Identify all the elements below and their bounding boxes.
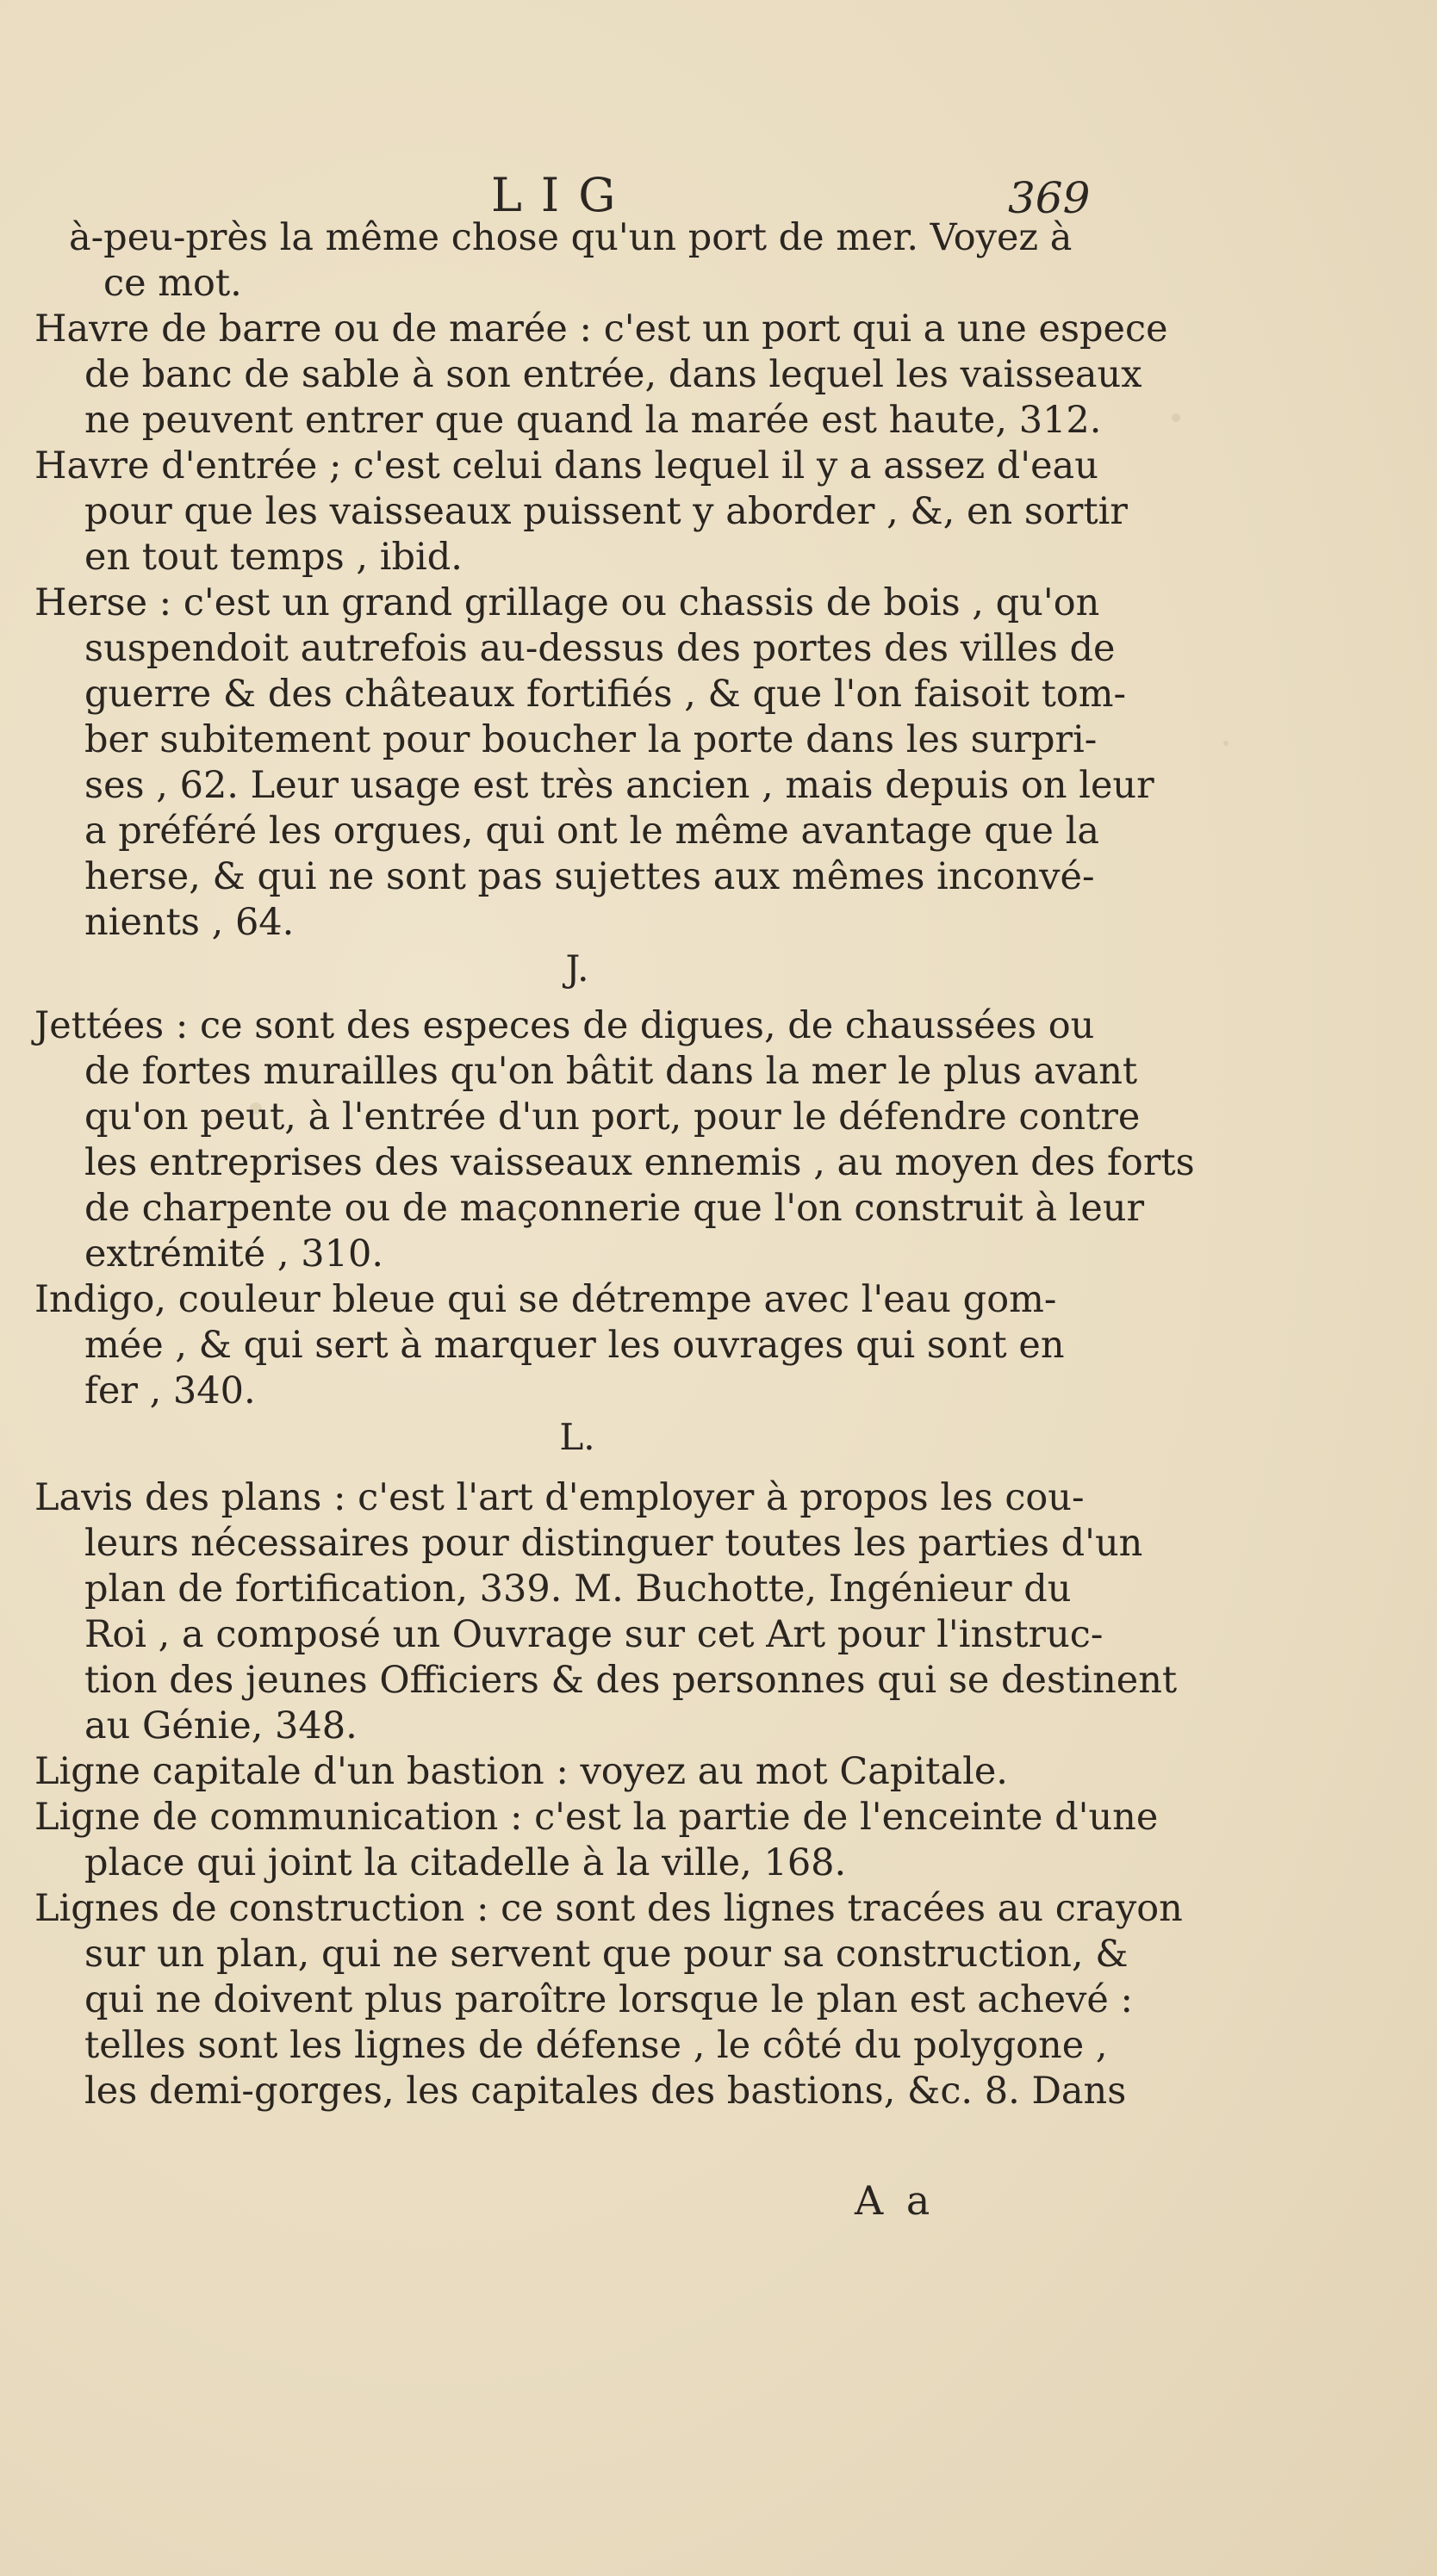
text-line: ce mot. <box>103 262 242 305</box>
text-line: Ligne de communication : c'est la partie de l'enceinte d'une <box>34 1796 1159 1839</box>
text-line: telles sont les lignes de défense , le côté du polygone , <box>84 2024 1108 2067</box>
text-line: au Génie, 348. <box>84 1704 358 1747</box>
text-line: en tout temps , ibid. <box>84 536 463 579</box>
entry-continuation <box>34 215 1103 307</box>
text-line: Lignes de construction : ce sont des lignes tracées au crayon <box>34 1887 1183 1930</box>
text-line: à-peu-près la même chose qu'un port de mer. Voyez à <box>69 216 1073 259</box>
text-line: Jettées : ce sont des especes de digues, de chaussées ou <box>34 1004 1095 1047</box>
text-line: Roi , a composé un Ouvrage sur cet Art pour l'instruc- <box>84 1613 1104 1656</box>
entry-ligne-capitale <box>34 1749 1103 1795</box>
text-line: leurs nécessaires pour distinguer toutes les parties d'un <box>84 1522 1143 1565</box>
entry-indigo <box>34 1277 1103 1414</box>
text-line: les demi-gorges, les capitales des bastions, &c. 8. Dans <box>84 2070 1127 2113</box>
text-line: mée , & qui sert à marquer les ouvrages qui sont en <box>84 1324 1065 1367</box>
text-line: les entreprises des vaisseaux ennemis , au moyen des forts <box>84 1141 1195 1184</box>
entry-jettees <box>34 1003 1195 1277</box>
text-line: suspendoit autrefois au-dessus des portes des villes de <box>84 627 1116 670</box>
index-text <box>34 215 1195 2114</box>
text-line: Ligne capitale d'un bastion : voyez au mot Capitale. <box>34 1750 1008 1793</box>
running-head: LIG <box>491 168 635 222</box>
text-line: Indigo, couleur bleue qui se détrempe avec l'eau gom- <box>34 1278 1057 1321</box>
text-line: Lavis des plans : c'est l'art d'employer à propos les cou- <box>34 1476 1085 1519</box>
text-line: extrémité , 310. <box>84 1232 383 1276</box>
entry-lavis <box>34 1475 1178 1749</box>
text-line: de banc de sable à son entrée, dans lequel les vaisseaux <box>84 353 1142 396</box>
text-line: place qui joint la citadelle à la ville, 168. <box>84 1841 847 1884</box>
section-heading-l: L. <box>559 1416 595 1458</box>
text-line: Herse : c'est un grand grillage ou chassis de bois , qu'on <box>34 581 1100 624</box>
page-number: 369 <box>1008 173 1091 223</box>
entry-havre-d-entree <box>34 444 1128 580</box>
text-line: ber subitement pour boucher la porte dans les surpri- <box>84 718 1098 761</box>
text-line: de charpente ou de maçonnerie que l'on construit à leur <box>84 1187 1145 1230</box>
signature-mark: A a <box>855 2177 936 2224</box>
text-line: pour que les vaisseaux puissent y aborder , &, en sortir <box>84 490 1128 533</box>
text-line: tion des jeunes Officiers & des personnes qui se destinent <box>84 1659 1178 1702</box>
section-heading-j: J. <box>565 947 589 990</box>
text-line: Havre de barre ou de marée : c'est un port qui a une espece <box>34 307 1168 351</box>
text-line: ses , 62. Leur usage est très ancien , mais depuis on leur <box>84 764 1154 807</box>
text-line: de fortes murailles qu'on bâtit dans la mer le plus avant <box>84 1050 1138 1093</box>
text-line: herse, & qui ne sont pas sujettes aux mêmes inconvé- <box>84 855 1095 898</box>
paper-spot <box>1223 741 1229 746</box>
entry-havre-de-barre <box>34 307 1168 444</box>
entry-lignes-de-construction <box>34 1886 1183 2114</box>
paper-spot <box>1172 413 1180 422</box>
text-line: qu'on peut, à l'entrée d'un port, pour le défendre contre <box>84 1096 1141 1139</box>
text-line: nients , 64. <box>84 901 295 944</box>
text-line: Havre d'entrée ; c'est celui dans lequel il y a assez d'eau <box>34 444 1098 487</box>
entry-ligne-de-communication <box>34 1795 1159 1886</box>
text-line: fer , 340. <box>84 1369 256 1412</box>
text-line: guerre & des châteaux fortifiés , & que l'on faisoit tom- <box>84 673 1127 716</box>
text-line: plan de fortification, 339. M. Buchotte, Ingénieur du <box>84 1567 1072 1611</box>
entry-herse <box>34 580 1154 946</box>
text-line: a préféré les orgues, qui ont le même avantage que la <box>84 810 1100 853</box>
text-line: sur un plan, qui ne servent que pour sa construction, & <box>84 1933 1129 1976</box>
text-line: qui ne doivent plus paroître lorsque le plan est achevé : <box>84 1978 1133 2021</box>
text-line: ne peuvent entrer que quand la marée est haute, 312. <box>84 399 1102 442</box>
